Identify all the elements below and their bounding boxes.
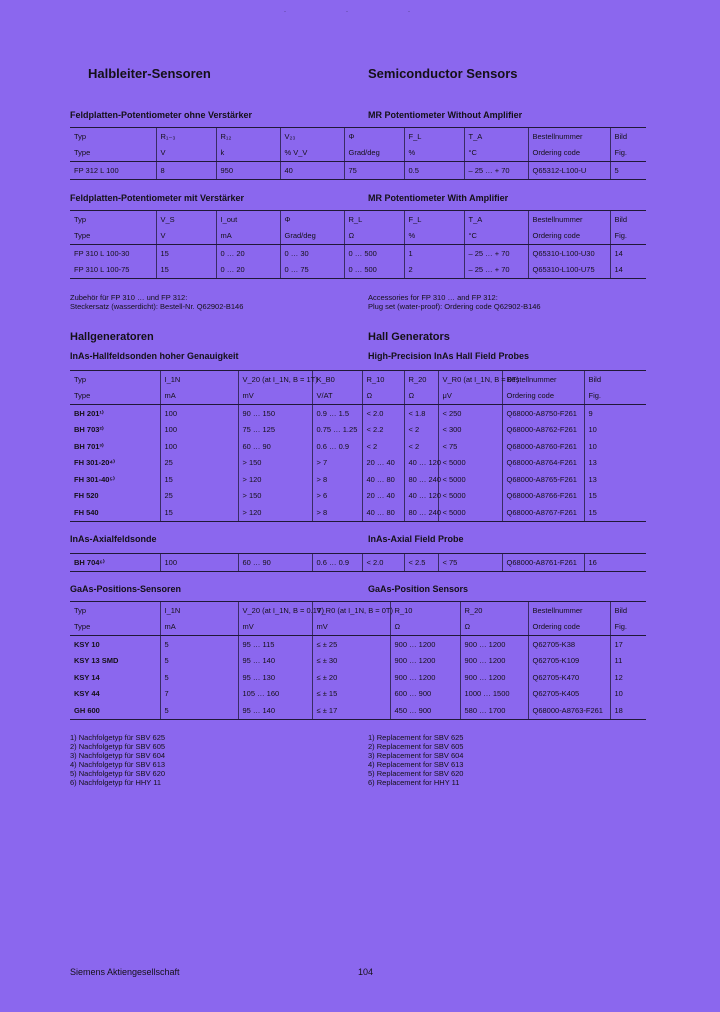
footnote-text: Nachfolgetyp für SBV 613 [78, 760, 166, 769]
hall-unit-cell: Type [70, 388, 160, 405]
gaas-cell: 12 [610, 669, 646, 686]
mr2-cell: Q65310-L100-U75 [528, 262, 610, 279]
hall-cell: 13 [584, 471, 646, 488]
gaas-unit-cell: mV [238, 619, 312, 636]
mr2-unit-cell: Type [70, 228, 156, 245]
table-row [70, 438, 646, 455]
mr2-unit-cell: % [404, 228, 464, 245]
table-row [70, 488, 646, 505]
axial-title-en: InAs-Axial Field Probe [368, 534, 464, 544]
axial-cell: 60 … 90 [238, 554, 312, 572]
gaas-unit-cell: Type [70, 619, 160, 636]
hall-cell: < 250 [438, 405, 502, 422]
hall-cell: 25 [160, 455, 238, 472]
hall-table [70, 370, 646, 522]
gaas-cell: Q62705-K38 [528, 636, 610, 653]
axial-title-de: InAs-Axialfeldsonde [70, 534, 157, 544]
footnote [368, 760, 463, 769]
table-row [70, 245, 646, 262]
gaas-header-cell: Bestellnummer [528, 602, 610, 619]
mr2-cell: 2 [404, 262, 464, 279]
mr2-cell: 14 [610, 262, 646, 279]
hall-unit-cell: mA [160, 388, 238, 405]
footnote-mark: 6) [70, 778, 77, 787]
mr2-title-de: Feldplatten-Potentiometer mit Verstärker [70, 193, 245, 203]
hall-cell: < 2.0 [362, 405, 404, 422]
gaas-header-cell: R_20 [460, 602, 528, 619]
mr1-header-cell: T_A [464, 128, 528, 145]
hall-cell: > 150 [238, 455, 312, 472]
mr1-cell: 5 [610, 162, 646, 180]
mr2-unit-cell: Ordering code [528, 228, 610, 245]
footnote-text: Nachfolgetyp für HHY 11 [78, 778, 162, 787]
mr2-cell: FP 310 L 100-30 [74, 248, 130, 258]
hall-cell: FH 540 [70, 504, 160, 521]
gaas-cell: 5 [160, 669, 238, 686]
mr2-header-cell: Bestellnummer [528, 211, 610, 228]
hall-cell: 0.75 … 1.25 [312, 422, 362, 439]
hall-unit-cell: Ω [362, 388, 404, 405]
hall-cell: 0.9 … 1.5 [312, 405, 362, 422]
hall-cell: < 2 [404, 422, 438, 439]
hall-cell: 100 [160, 405, 238, 422]
mr2-cell: 0 … 500 [344, 245, 404, 262]
hall-cell: 20 … 40 [362, 488, 404, 505]
mr1-unit-cell: Fig. [610, 145, 646, 162]
table-row [70, 702, 646, 719]
hall-cell: 10 [584, 438, 646, 455]
hall-cell: BH 703²⁾ [74, 425, 104, 435]
axial-cell: 16 [584, 554, 646, 572]
footnote-text: Replacement for HHY 11 [376, 778, 460, 787]
hall-cell: Q68000-A8766-F261 [502, 488, 584, 505]
mr2-unit-cell: Ω [344, 228, 404, 245]
gaas-title-de: GaAs-Positions-Sensoren [70, 584, 182, 594]
gaas-cell: 450 … 900 [390, 702, 460, 719]
footnote-mark: 4) [70, 760, 77, 769]
mr2-cell: – 25 … + 70 [464, 262, 528, 279]
hall-cell: 15 [584, 504, 646, 521]
hall-cell: FH 301-20⁴⁾ [74, 458, 115, 468]
footnote-text: Replacement for SBV 620 [376, 769, 464, 778]
mr2-cell: Q65310-L100-U30 [528, 245, 610, 262]
gaas-cell: 10 [610, 686, 646, 703]
gaas-cell: 17 [610, 636, 646, 653]
hall-cell: 15 [160, 471, 238, 488]
mr2-header-cell: T_A [464, 211, 528, 228]
footnote-text: Nachfolgetyp für SBV 625 [78, 733, 166, 742]
gaas-cell: GH 600 [70, 702, 160, 719]
hall-cell: < 2 [362, 438, 404, 455]
mr2-cell: 15 [156, 245, 216, 262]
mr1-header-cell: F_L [404, 128, 464, 145]
accessories-en-line1: Accessories for FP 310 … and FP 312: [368, 293, 498, 302]
footnote-text: Replacement for SBV 605 [376, 742, 464, 751]
hall-header-cell: K_B0 [312, 371, 362, 388]
table-row [70, 653, 646, 670]
hall-header-cell: V_R0 (at I_1N, B = 0T) [438, 371, 502, 388]
table-row [70, 669, 646, 686]
mr2-cell: 14 [610, 245, 646, 262]
footnote-mark: 3) [70, 751, 77, 760]
hall-cell: > 8 [312, 504, 362, 521]
hall-cell: 15 [584, 488, 646, 505]
footnote-text: Replacement for SBV 604 [376, 751, 464, 760]
mr2-header-cell: Typ [70, 211, 156, 228]
gaas-unit-cell: Ω [390, 619, 460, 636]
mr1-unit-cell: Ordering code [528, 145, 610, 162]
gaas-unit-cell: Ordering code [528, 619, 610, 636]
hall-cell: 75 … 125 [238, 422, 312, 439]
accessories-de-line1: Zubehör für FP 310 … und FP 312: [70, 293, 188, 302]
hall-cell: 40 … 80 [362, 471, 404, 488]
mr2-header-cell: I_out [216, 211, 280, 228]
table-row [70, 636, 646, 653]
mr2-unit-cell: Fig. [610, 228, 646, 245]
axial-table [70, 553, 646, 572]
mr2-unit-cell: °C [464, 228, 528, 245]
gaas-cell: ≤ ± 30 [312, 653, 390, 670]
footnote-mark: 4) [368, 760, 375, 769]
hall-header-cell: V_20 (at I_1N, B = 1T) [238, 371, 312, 388]
mr2-cell: 0 … 20 [216, 245, 280, 262]
accessories-de-line2: Steckersatz (wasserdicht): Bestell-Nr. Q62902-B146 [70, 302, 244, 311]
mr1-units-row [70, 145, 646, 162]
gaas-header-cell: R_10 [390, 602, 460, 619]
mr1-header-cell: Φ [344, 128, 404, 145]
mr2-title-en: MR Potentiometer With Amplifier [368, 193, 509, 203]
mr1-table [70, 127, 646, 180]
footnotes-en [368, 733, 463, 787]
hall-cell: Q68000-A8750-F261 [502, 405, 584, 422]
footnote [70, 751, 165, 760]
mr1-cell: 950 [216, 162, 280, 180]
hall-header-cell: Bestellnummer [502, 371, 584, 388]
mr1-unit-cell: % V_V [280, 145, 344, 162]
title-en: Semiconductor Sensors [368, 66, 518, 81]
hall-cell: Q68000-A8767-F261 [502, 504, 584, 521]
gaas-cell: 95 … 140 [238, 702, 312, 719]
table-row [70, 686, 646, 703]
hall-cell: 90 … 150 [238, 405, 312, 422]
hall-sub-de: InAs-Hallfeldsonden hoher Genauigkeit [70, 351, 239, 361]
gaas-cell: 900 … 1200 [460, 653, 528, 670]
mr1-unit-cell: Grad/deg [344, 145, 404, 162]
hall-header-cell: R_10 [362, 371, 404, 388]
footnote-text: Nachfolgetyp für SBV 620 [78, 769, 166, 778]
hall-title-en: Hall Generators [368, 331, 450, 343]
gaas-unit-cell: mV [312, 619, 390, 636]
hall-cell: < 5000 [438, 504, 502, 521]
footnote [70, 778, 165, 787]
mr1-unit-cell: Type [70, 145, 156, 162]
footnote [70, 760, 165, 769]
gaas-units-row [70, 619, 646, 636]
top-mark: · [408, 9, 410, 15]
gaas-cell: 1000 … 1500 [460, 686, 528, 703]
mr2-cell: 0 … 20 [216, 262, 280, 279]
footnote-text: Replacement for SBV 613 [376, 760, 464, 769]
table-row [70, 471, 646, 488]
footnote [70, 733, 165, 742]
mr1-header-row [70, 128, 646, 145]
hall-cell: 100 [160, 422, 238, 439]
gaas-cell: 900 … 1200 [460, 669, 528, 686]
gaas-cell: ≤ ± 17 [312, 702, 390, 719]
footnote-mark: 2) [368, 742, 375, 751]
hall-cell: < 1.8 [404, 405, 438, 422]
gaas-cell: KSY 10 [74, 639, 100, 649]
mr2-cell: 0 … 500 [344, 262, 404, 279]
footnote [368, 733, 463, 742]
mr2-header-cell: Bild [610, 211, 646, 228]
mr1-unit-cell: % [404, 145, 464, 162]
footnote-text: Nachfolgetyp für SBV 604 [78, 751, 166, 760]
mr1-unit-cell: k [216, 145, 280, 162]
footnote-mark: 1) [70, 733, 77, 742]
mr1-cell: 75 [344, 162, 404, 180]
gaas-cell: 900 … 1200 [390, 653, 460, 670]
mr2-header-cell: R_L [344, 211, 404, 228]
top-mark: · [346, 9, 348, 15]
hall-cell: 40 … 120 [404, 488, 438, 505]
gaas-cell: 900 … 1200 [460, 636, 528, 653]
gaas-cell: 5 [160, 636, 238, 653]
hall-cell: > 120 [238, 471, 312, 488]
table-row [70, 455, 646, 472]
hall-cell: 15 [160, 504, 238, 521]
gaas-header-cell: V_R0 (at I_1N, B = 0T) [312, 602, 390, 619]
hall-cell: < 300 [438, 422, 502, 439]
hall-cell: 40 … 120 [404, 455, 438, 472]
table-row [70, 554, 646, 572]
axial-cell: < 75 [438, 554, 502, 572]
footnote-text: Replacement for SBV 625 [376, 733, 464, 742]
hall-header-cell: Bild [584, 371, 646, 388]
mr2-cell: 0 … 75 [280, 262, 344, 279]
hall-cell: > 6 [312, 488, 362, 505]
hall-cell: 40 … 80 [362, 504, 404, 521]
hall-cell: 13 [584, 455, 646, 472]
gaas-cell: 900 … 1200 [390, 669, 460, 686]
mr2-header-cell: F_L [404, 211, 464, 228]
table-row [70, 422, 646, 439]
mr2-header-cell: V_S [156, 211, 216, 228]
hall-cell: < 2 [404, 438, 438, 455]
gaas-header-cell: Typ [70, 602, 160, 619]
footnote [70, 742, 165, 751]
gaas-cell: 5 [160, 702, 238, 719]
hall-cell: > 8 [312, 471, 362, 488]
footnote-mark: 2) [70, 742, 77, 751]
hall-cell: FH 301-40⁵⁾ [74, 474, 115, 484]
footnote-text: Nachfolgetyp für SBV 605 [78, 742, 166, 751]
axial-cell: Q68000-A8761-F261 [502, 554, 584, 572]
hall-cell: > 150 [238, 488, 312, 505]
hall-unit-cell: Fig. [584, 388, 646, 405]
mr1-cell: Q65312-L100-U [528, 162, 610, 180]
hall-header-row [70, 371, 646, 388]
hall-unit-cell: Ω [404, 388, 438, 405]
hall-cell: 10 [584, 422, 646, 439]
hall-cell: < 5000 [438, 455, 502, 472]
footnote-mark: 3) [368, 751, 375, 760]
hall-cell: < 5000 [438, 488, 502, 505]
axial-cell: < 2.5 [404, 554, 438, 572]
mr2-header-cell: Φ [280, 211, 344, 228]
mr1-unit-cell: V [156, 145, 216, 162]
hall-unit-cell: V/AT [312, 388, 362, 405]
footnotes-de [70, 733, 165, 787]
mr1-cell: – 25 … + 70 [464, 162, 528, 180]
mr1-header-cell: Typ [70, 128, 156, 145]
hall-cell: 80 … 240 [404, 471, 438, 488]
top-mark: · [284, 9, 286, 15]
hall-cell: > 7 [312, 455, 362, 472]
axial-cell: < 2.0 [362, 554, 404, 572]
mr1-cell: 0.5 [404, 162, 464, 180]
hall-cell: 80 … 240 [404, 504, 438, 521]
mr1-cell: 40 [280, 162, 344, 180]
mr2-unit-cell: V [156, 228, 216, 245]
hall-cell: 20 … 40 [362, 455, 404, 472]
footnote [368, 742, 463, 751]
hall-cell: Q68000-A8760-F261 [502, 438, 584, 455]
mr2-cell: FP 310 L 100-75 [70, 262, 156, 279]
mr2-unit-cell: Grad/deg [280, 228, 344, 245]
hall-cell: 0.6 … 0.9 [312, 438, 362, 455]
gaas-cell: Q62705-K109 [528, 653, 610, 670]
hall-cell: < 75 [438, 438, 502, 455]
hall-cell: < 2.2 [362, 422, 404, 439]
table-row [70, 262, 646, 279]
gaas-unit-cell: Fig. [610, 619, 646, 636]
gaas-cell: ≤ ± 20 [312, 669, 390, 686]
hall-cell: 100 [160, 438, 238, 455]
gaas-cell: Q68000-A8763-F261 [528, 702, 610, 719]
hall-sub-en: High-Precision InAs Hall Field Probes [368, 351, 530, 361]
hall-unit-cell: μV [438, 388, 502, 405]
gaas-header-cell: V_20 (at I_1N, B = 0.1T) [238, 602, 312, 619]
footer-company: Siemens Aktiengesellschaft [70, 967, 180, 977]
footnote-mark: 1) [368, 733, 375, 742]
mr1-cell: FP 312 L 100 [70, 162, 156, 180]
hall-header-cell: R_20 [404, 371, 438, 388]
gaas-cell: 580 … 1700 [460, 702, 528, 719]
hall-header-cell: I_1N [160, 371, 238, 388]
gaas-cell: 95 … 115 [238, 636, 312, 653]
gaas-cell: 900 … 1200 [390, 636, 460, 653]
gaas-cell: KSY 13 SMD [74, 656, 119, 666]
footnote-mark: 6) [368, 778, 375, 787]
gaas-cell: ≤ ± 15 [312, 686, 390, 703]
footnote [368, 778, 463, 787]
mr1-header-cell: R₁₂ [216, 128, 280, 145]
table-row [70, 405, 646, 422]
hall-title-de: Hallgeneratoren [70, 331, 154, 343]
hall-cell: Q68000-A8765-F261 [502, 471, 584, 488]
hall-cell: < 5000 [438, 471, 502, 488]
gaas-cell: KSY 14 [74, 672, 100, 682]
gaas-header-row [70, 602, 646, 619]
gaas-cell: 105 … 160 [238, 686, 312, 703]
mr2-units-row [70, 228, 646, 245]
table-row [70, 162, 646, 180]
hall-cell: FH 520 [74, 491, 99, 501]
mr1-title-en: MR Potentiometer Without Amplifier [368, 110, 523, 120]
gaas-cell: 7 [160, 686, 238, 703]
title-de: Halbleiter-Sensoren [88, 66, 211, 81]
gaas-cell: 95 … 140 [238, 653, 312, 670]
hall-cell: 9 [584, 405, 646, 422]
gaas-cell: Q62705-K405 [528, 686, 610, 703]
gaas-unit-cell: Ω [460, 619, 528, 636]
gaas-cell: 18 [610, 702, 646, 719]
mr2-unit-cell: mA [216, 228, 280, 245]
mr2-cell: 0 … 30 [280, 245, 344, 262]
hall-unit-cell: Ordering code [502, 388, 584, 405]
hall-cell: 25 [160, 488, 238, 505]
mr2-cell: 15 [156, 262, 216, 279]
accessories-en-line2: Plug set (water-proof): Ordering code Q62902-B146 [368, 302, 541, 311]
gaas-cell: 95 … 130 [238, 669, 312, 686]
footnote-mark: 5) [368, 769, 375, 778]
gaas-title-en: GaAs-Position Sensors [368, 584, 469, 594]
mr1-title-de: Feldplatten-Potentiometer ohne Verstärker [70, 110, 253, 120]
gaas-cell: Q62705-K470 [528, 669, 610, 686]
page-number: 104 [358, 967, 374, 977]
hall-cell: > 120 [238, 504, 312, 521]
hall-header-cell: Typ [70, 371, 160, 388]
hall-unit-cell: mV [238, 388, 312, 405]
footnote [368, 751, 463, 760]
gaas-header-cell: Bild [610, 602, 646, 619]
gaas-cell: 5 [160, 653, 238, 670]
hall-cell: Q68000-A8764-F261 [502, 455, 584, 472]
mr2-table [70, 210, 646, 279]
mr1-header-cell: V₂₃ [280, 128, 344, 145]
mr1-header-cell: R₁₋₃ [156, 128, 216, 145]
footnote-mark: 5) [70, 769, 77, 778]
table-row [70, 504, 646, 521]
mr2-cell: – 25 … + 70 [464, 245, 528, 262]
mr2-header-row [70, 211, 646, 228]
axial-cell: 100 [160, 554, 238, 572]
gaas-cell: KSY 44 [74, 689, 100, 699]
axial-cell: 0.6 … 0.9 [312, 554, 362, 572]
gaas-header-cell: I_1N [160, 602, 238, 619]
mr1-cell: 8 [156, 162, 216, 180]
hall-cell: BH 201¹⁾ [74, 408, 104, 418]
footnote [70, 769, 165, 778]
gaas-cell: 11 [610, 653, 646, 670]
footnote [368, 769, 463, 778]
mr1-header-cell: Bild [610, 128, 646, 145]
hall-cell: 60 … 90 [238, 438, 312, 455]
hall-units-row [70, 388, 646, 405]
mr1-header-cell: Bestellnummer [528, 128, 610, 145]
gaas-cell: 600 … 900 [390, 686, 460, 703]
axial-cell: BH 704⁶⁾ [70, 554, 160, 572]
gaas-unit-cell: mA [160, 619, 238, 636]
hall-cell: Q68000-A8762-F261 [502, 422, 584, 439]
gaas-cell: ≤ ± 25 [312, 636, 390, 653]
mr1-unit-cell: °C [464, 145, 528, 162]
mr2-cell: 1 [404, 245, 464, 262]
hall-cell: BH 701³⁾ [74, 441, 104, 451]
gaas-table [70, 601, 646, 720]
